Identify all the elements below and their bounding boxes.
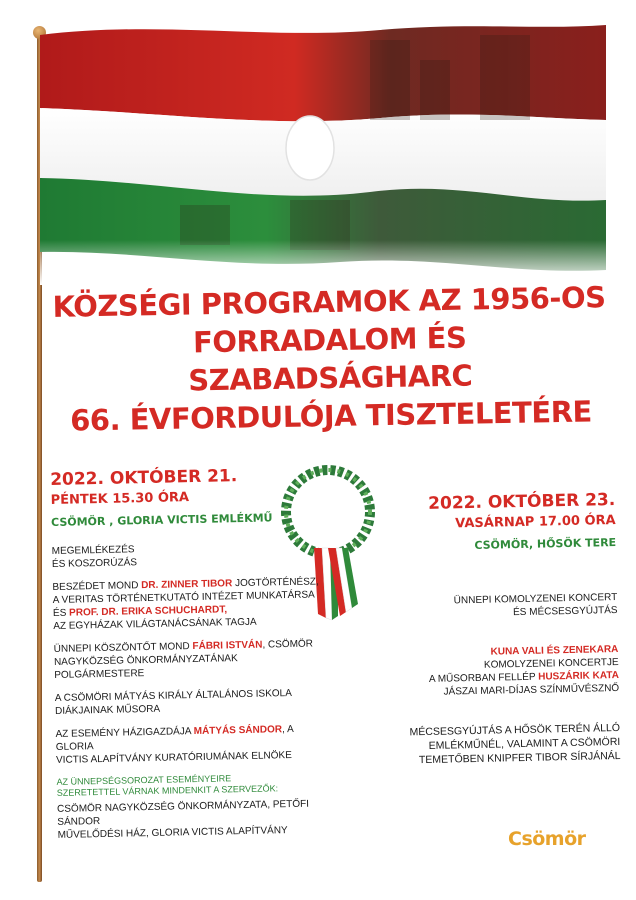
- right-date: 2022. OKTÓBER 23.: [427, 490, 616, 514]
- right-time: VASÁRNAP 17.00 ÓRA: [455, 512, 616, 532]
- right-concert: ÜNNEPI KOMOLYZENEI KONCERT ÉS MÉCSESGYÚJTÁS: [453, 591, 618, 619]
- title-line-1: KÖZSÉGI PROGRAMOK AZ 1956-OS: [52, 280, 606, 324]
- left-host: AZ ESEMÉNY HÁZIGAZDÁJA MÁTYÁS SÁNDOR, A GLORIA VICTIS ALAPÍTVÁNY KURATÓRIUMÁNAK ELNÖKE: [55, 723, 294, 766]
- left-venue: CSÖMÖR , GLORIA VICTIS EMLÉKMŰ: [50, 511, 273, 529]
- left-program-line-1: MEGEMLÉKEZÉS: [51, 544, 135, 557]
- right-performers: KUNA VALI ÉS ZENEKARA KOMOLYZENEI KONCERTJE A MŰSORBAN FELLÉP HUSZÁRIK KATA JÁSZAI MARI-DÍJAS SZÍNMŰVÉSZNŐ: [428, 643, 620, 698]
- title-line-2: FORRADALOM ÉS SZABADSÁGHARC: [188, 320, 473, 398]
- hungarian-flag-1956: [40, 0, 606, 285]
- event-left: [50, 464, 330, 842]
- left-date: 2022. OKTÓBER 21.: [50, 466, 238, 490]
- left-organizers-note: AZ ÜNNEPSÉGSOROZAT ESEMÉNYEIRE SZERETETTEL VÁRNAK MINDENKIT A SZERVEZŐK:: [56, 773, 279, 798]
- page-title: [49, 278, 612, 440]
- left-speech: BESZÉDET MOND DR. ZINNER TIBOR JOGTÖRTÉNÉSZ, A VERITAS TÖRTÉNETKUTATÓ INTÉZET MUNKATÁRSA ÉS PROF. DR. ERIKA SCHUCHARDT, AZ EGYHÁZAK VILÁGTANÁCSÁNAK TAGJA: [52, 576, 319, 632]
- left-program-line-2: ÉS KOSZORÚZÁS: [51, 557, 138, 570]
- left-school: A CSÖMÖRI MÁTYÁS KIRÁLY ÁLTALÁNOS ISKOLA DIÁKJAINAK MŰSORA: [54, 687, 292, 717]
- left-greeting: ÜNNEPI KÖSZÖNTŐT MOND FÁBRI ISTVÁN, CSÖMÖR NAGYKÖZSÉG ÖNKORMÁNYZATÁNAK POLGÁRMESTERE: [53, 638, 314, 681]
- left-organizers: CSÖMÖR NAGYKÖZSÉG ÖNKORMÁNYZATA, PETŐFI SÁNDOR MŰVELŐDÉSI HÁZ, GLORIA VICTIS ALAPÍTVÁNY: [56, 798, 310, 841]
- event-right: [345, 490, 621, 769]
- title-line-3: 66. ÉVFORDULÓJA TISZTELETÉRE: [69, 394, 593, 438]
- right-candles: MÉCSESGYÚJTÁS A HŐSÖK TERÉN ÁLLÓ EMLÉKMŰNÉL, VALAMINT A CSÖMÖRI TEMETŐBEN KNIPFER TIBOR SÍRJÁNÁL: [409, 721, 621, 767]
- left-time: PÉNTEK 15.30 ÓRA: [50, 490, 190, 508]
- left-program-title: [52, 539, 324, 571]
- right-venue: CSÖMÖR, HŐSÖK TERE: [474, 535, 617, 552]
- csomor-logo: Csömör: [508, 828, 586, 850]
